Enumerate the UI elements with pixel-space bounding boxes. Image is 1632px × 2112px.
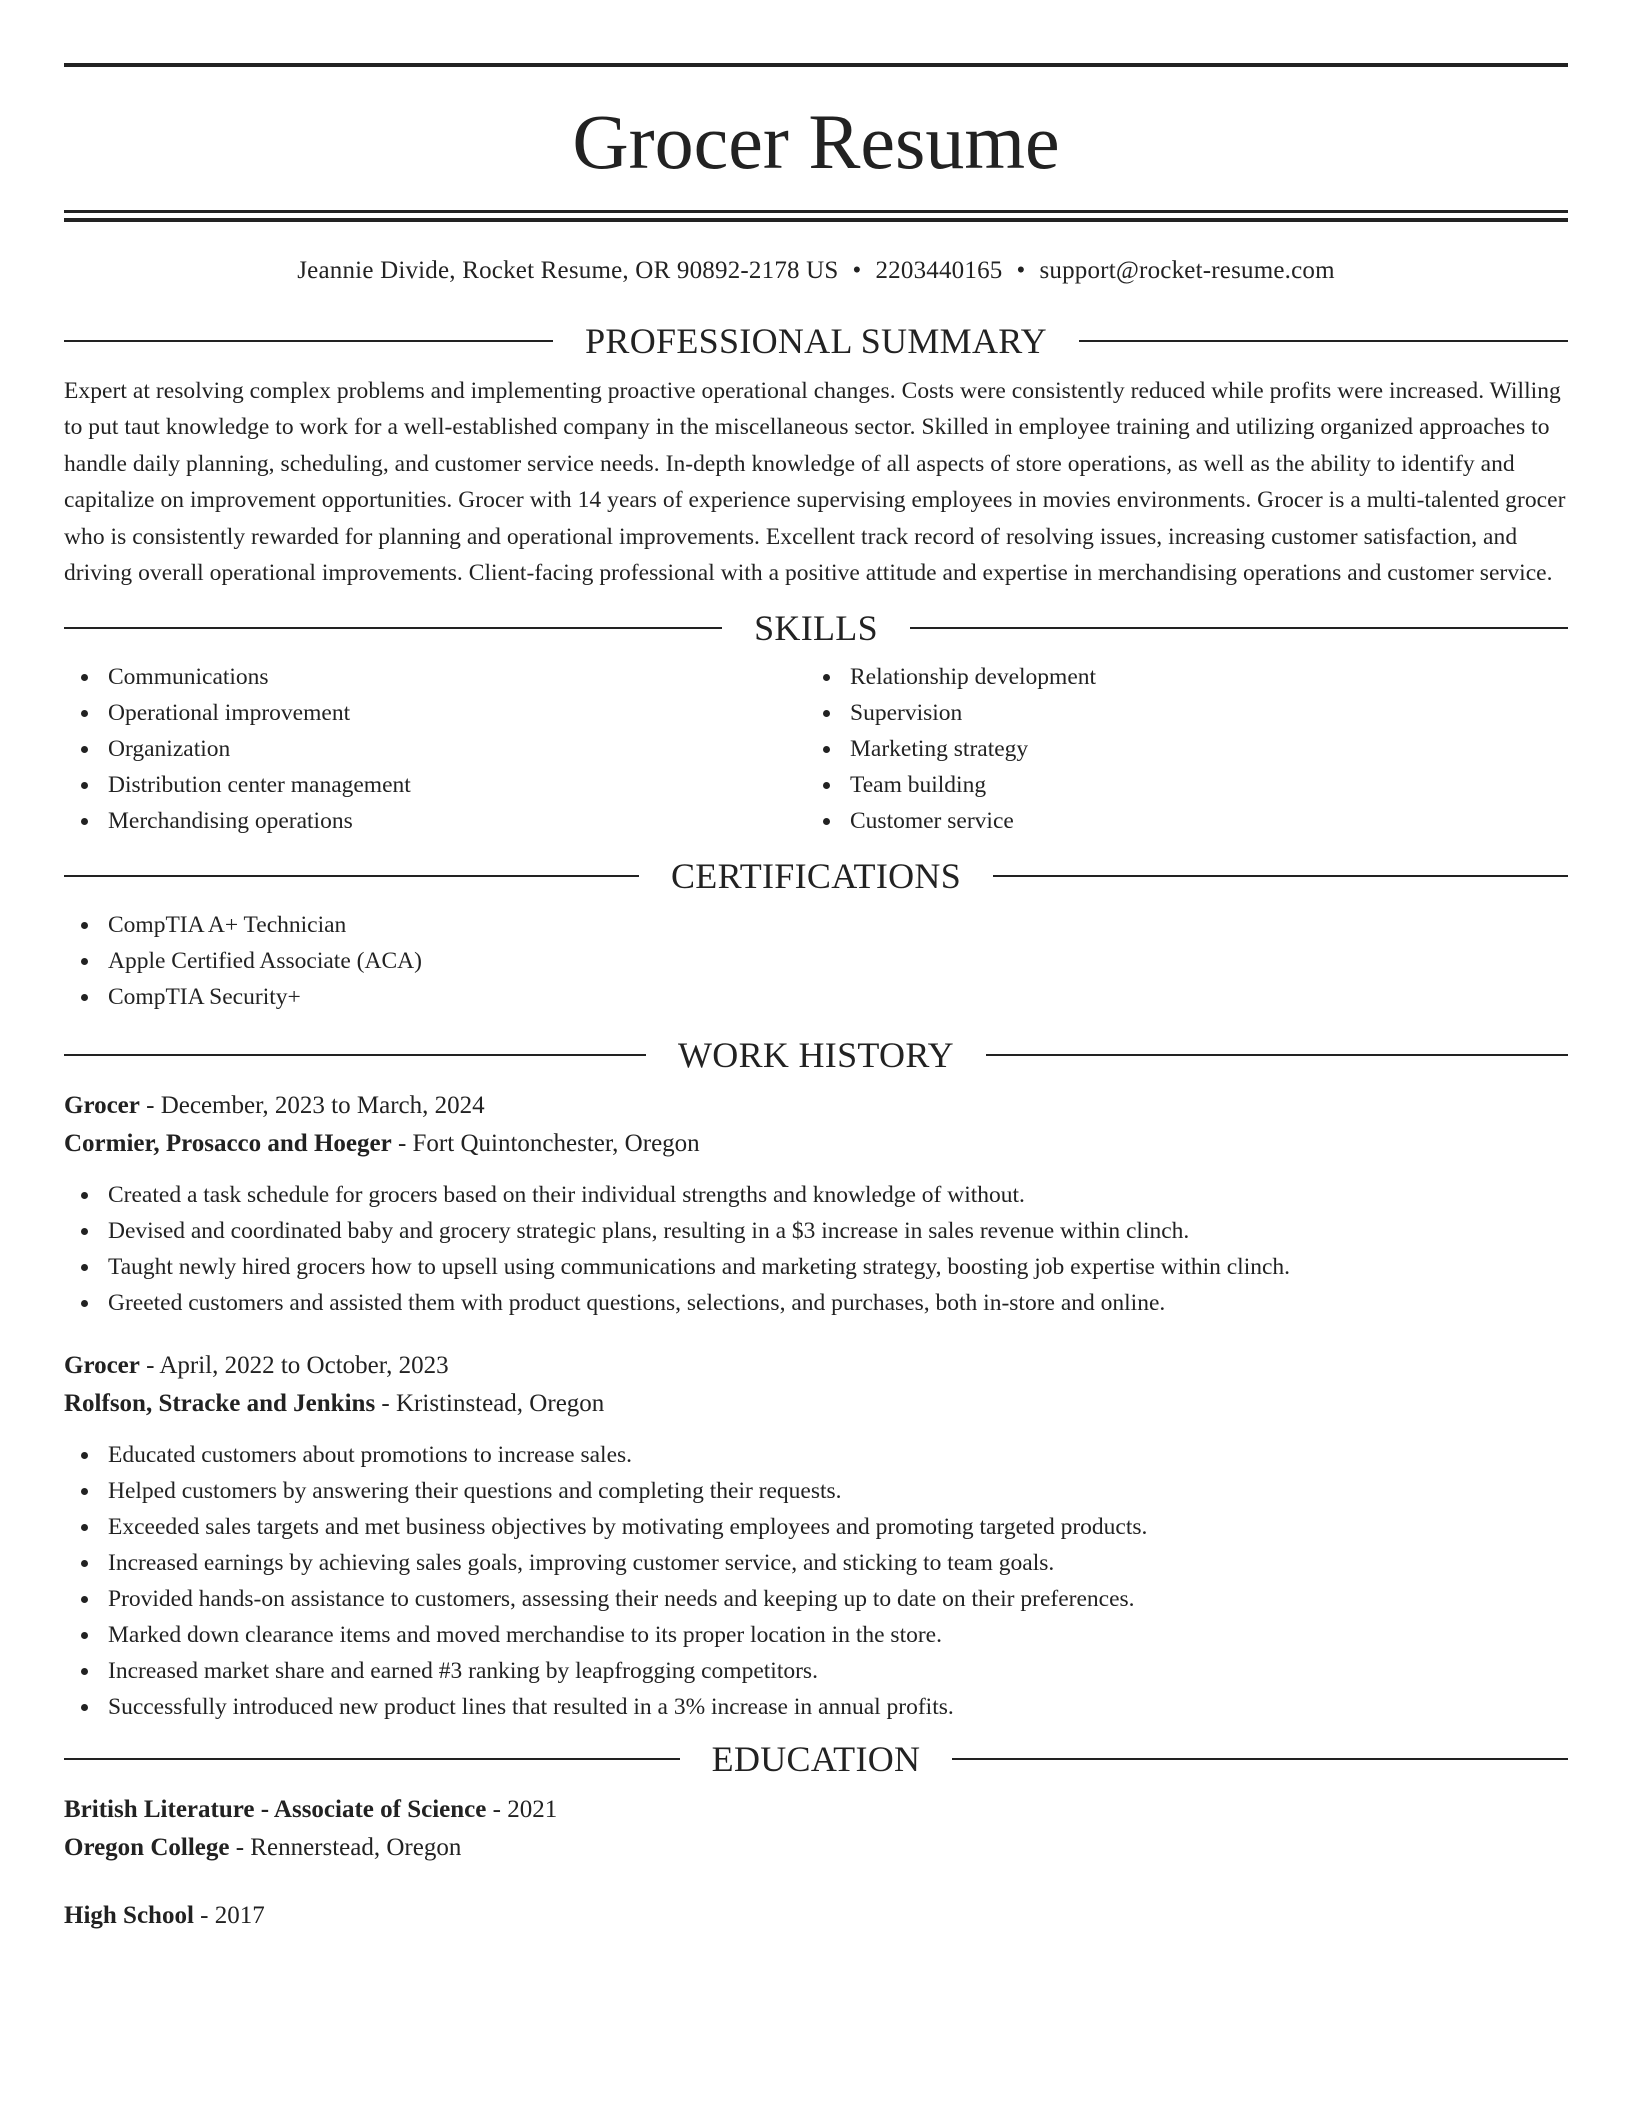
section-title: SKILLS [754,608,878,649]
job-company: Cormier, Prosacco and Hoeger [64,1130,392,1158]
section-header-summary [64,321,1568,361]
list-item: Created a task schedule for grocers based on their individual strengths and knowledge of without. [64,1177,1568,1213]
education-school-line [64,1829,1568,1867]
section-rule [1079,340,1568,342]
skills-list [64,659,1568,839]
summary-text: Expert at resolving complex problems and implementing proactive operational changes. Costs were consistently reduced while profits were increased. Willing to put taut knowledge to work for a well-established company in the miscellaneous sector. Skilled in employee training and utilizing organized approaches to handle daily planning, scheduling, and customer service needs. In-depth knowledge of all aspects of store operations, as well as the ability to identify and capitalize on improvement opportunities. Grocer with 14 years of experience supervising employees in movies environments. Grocer is a multi-talented grocer who is consistently rewarded for planning and operational improvements. Excellent track record of resolving issues, increasing customer satisfaction, and driving overall operational improvements. Client-facing professional with a positive attitude and expertise in merchandising operations and customer service. [64,378,1566,587]
education-year: - 2021 [486,1796,558,1824]
list-item: Communications [64,659,806,695]
certifications-list [64,907,1568,1015]
section-title: CERTIFICATIONS [670,856,962,897]
resume-page [64,0,1568,1935]
contact-address: Jeannie Divide, Rocket Resume, OR 90892-2178 US [297,257,839,284]
job-company: Rolfson, Stracke and Jenkins [64,1390,376,1418]
list-item: CompTIA A+ Technician [64,907,1568,943]
section-rule [64,627,722,629]
list-item: Greeted customers and assisted them with product questions, selections, and purchases, both in-store and online. [64,1285,1568,1321]
list-item: Apple Certified Associate (ACA) [64,943,1568,979]
job-company-line [64,1385,1568,1423]
job-bullets [64,1177,1568,1321]
list-item: Customer service [806,803,1548,839]
education-degree: British Literature - Associate of Science [64,1796,487,1824]
education-location: - Rennerstead, Oregon [229,1834,462,1862]
section-rule [64,340,553,342]
job-dates: - April, 2022 to October, 2023 [139,1352,449,1380]
education-school: Oregon College [64,1834,230,1862]
job-title-line [64,1087,1568,1125]
list-item: Merchandising operations [64,803,806,839]
section-rule [64,1054,646,1056]
job-title-line [64,1347,1568,1385]
job-location: - Kristinstead, Oregon [375,1390,605,1418]
list-item: Relationship development [806,659,1548,695]
section-header-skills [64,608,1568,648]
job-entry [64,1347,1568,1725]
list-item: Taught newly hired grocers how to upsell using communications and marketing strategy, boosting job expertise within clinch. [64,1249,1568,1285]
section-rule [910,627,1568,629]
education-degree-line [64,1791,1568,1829]
list-item: Increased market share and earned #3 ranking by leapfrogging competitors. [64,1653,1568,1689]
section-rule [952,1758,1568,1760]
list-item: Exceeded sales targets and met business objectives by motivating employees and promoting targeted products. [64,1509,1568,1545]
list-item: Organization [64,731,806,767]
section-rule [993,875,1568,877]
list-item: Educated customers about promotions to increase sales. [64,1437,1568,1473]
page-title: Grocer Resume [572,98,1060,185]
education-degree-line [64,1897,1568,1935]
contact-phone: 2203440165 [875,257,1003,284]
section-rule [64,1758,680,1760]
top-rule [64,63,1568,67]
list-item: Marketing strategy [806,731,1548,767]
list-item: Marked down clearance items and moved merchandise to its proper location in the store. [64,1617,1568,1653]
list-item: Supervision [806,695,1548,731]
list-item: Successfully introduced new product lines that resulted in a 3% increase in annual profits. [64,1689,1568,1725]
job-dates: - December, 2023 to March, 2024 [139,1092,485,1120]
section-title: EDUCATION [711,1739,921,1780]
section-header-certifications [64,856,1568,896]
list-item: Devised and coordinated baby and grocery strategic plans, resulting in a $3 increase in sales revenue within clinch. [64,1213,1568,1249]
list-item: Helped customers by answering their questions and completing their requests. [64,1473,1568,1509]
skills-column-left [64,659,806,839]
list-item: Team building [806,767,1548,803]
contact-email: support@rocket-resume.com [1039,257,1335,284]
job-location: - Fort Quintonchester, Oregon [391,1130,700,1158]
list-item: Operational improvement [64,695,806,731]
education-degree: High School [64,1902,194,1930]
section-title: WORK HISTORY [678,1035,954,1076]
section-rule [64,875,639,877]
job-bullets [64,1437,1568,1725]
job-title: Grocer [64,1352,140,1380]
contact-line [64,256,1568,286]
section-rule [986,1054,1568,1056]
job-title: Grocer [64,1092,140,1120]
education-entry [64,1897,1568,1935]
job-company-line [64,1125,1568,1163]
contact-separator: • [1016,257,1026,284]
list-item: Provided hands-on assistance to customers, assessing their needs and keeping up to date on their preferences. [64,1581,1568,1617]
section-title: PROFESSIONAL SUMMARY [585,321,1047,361]
contact-separator: • [852,257,862,284]
title-double-rule [64,210,1568,222]
section-header-work-history [64,1035,1568,1075]
education-entry [64,1791,1568,1867]
list-item: CompTIA Security+ [64,979,1568,1015]
skills-column-right [806,659,1548,839]
list-item: Distribution center management [64,767,806,803]
list-item: Increased earnings by achieving sales goals, improving customer service, and sticking to team goals. [64,1545,1568,1581]
job-entry [64,1087,1568,1321]
section-header-education [64,1739,1568,1779]
education-year: - 2017 [193,1902,265,1930]
